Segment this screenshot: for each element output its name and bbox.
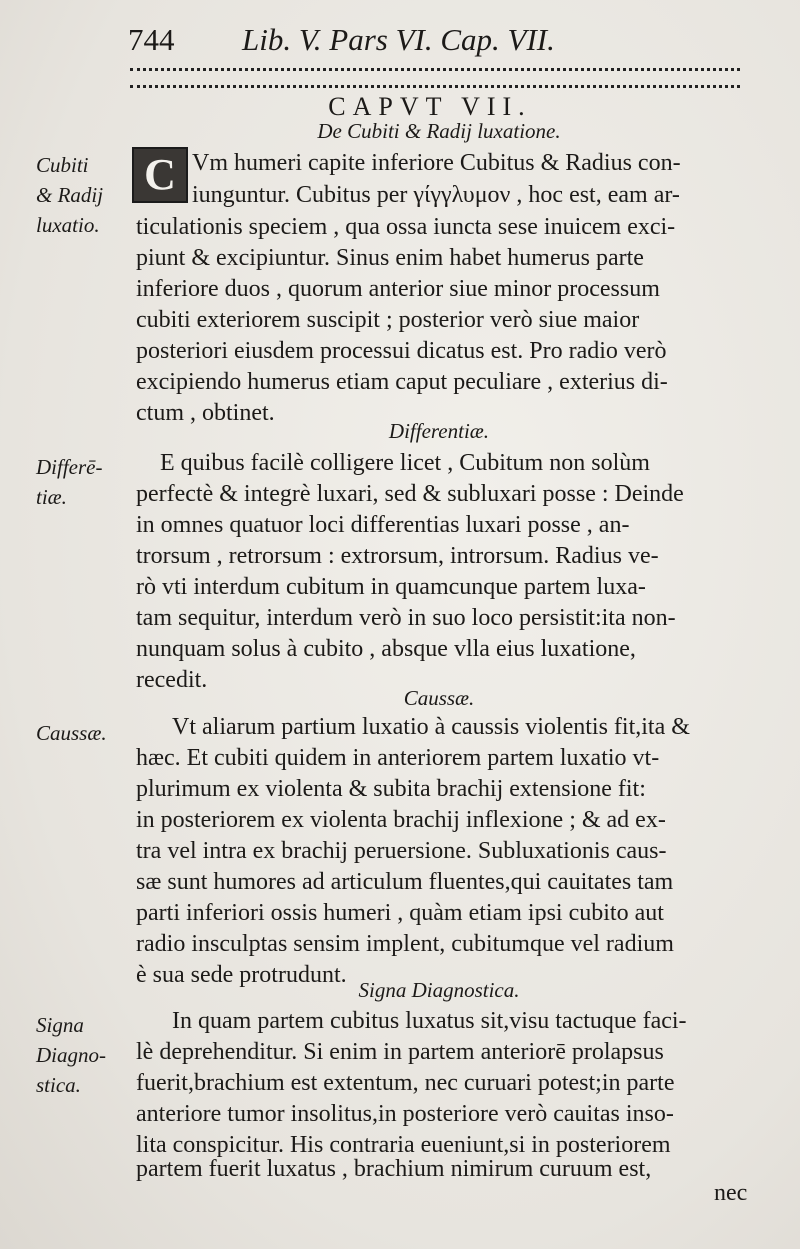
text-line: ticulationis speciem , qua ossa iuncta sese inuicem exci- xyxy=(136,214,676,240)
text-line: posteriori eiusdem processui dicatus est. Pro radio verò xyxy=(136,338,667,364)
margin-line: Differē- xyxy=(36,455,103,479)
page-header xyxy=(128,22,728,62)
text-line: fuerit,brachium est extentum, nec curuari potest;in parte xyxy=(136,1070,675,1096)
text-line: lè deprehenditur. Si enim in partem anteriorē prolapsus xyxy=(136,1039,664,1065)
running-head: Lib. V. Pars VI. Cap. VII. xyxy=(242,22,555,57)
text-line: ctum , obtinet. xyxy=(136,400,275,426)
margin-line: Diagno- xyxy=(36,1043,106,1067)
text-line: In quam partem cubitus luxatus sit,visu tactuque faci- xyxy=(172,1008,687,1034)
section-heading-luxatio: De Cubiti & Radij luxatione. xyxy=(317,119,561,143)
text-line: partem fuerit luxatus , brachium nimirum curuum est, xyxy=(136,1156,652,1182)
margin-line: Cubiti xyxy=(36,153,89,177)
margin-note-luxatio xyxy=(36,150,132,240)
ornamental-rule xyxy=(130,68,740,88)
margin-line: tiæ. xyxy=(36,485,67,509)
margin-line: stica. xyxy=(36,1073,81,1097)
text-line: in omnes quatuor loci differentias luxari posse , an- xyxy=(136,512,630,538)
text-line: cubiti exteriorem suscipit ; posterior verò siue maior xyxy=(136,307,640,333)
margin-note-caussae xyxy=(36,718,132,748)
chapter-title: CAPVT VII. xyxy=(328,92,532,121)
text-line: recedit. xyxy=(136,667,208,693)
text-line: perfectè & integrè luxari, sed & subluxari posse : Deinde xyxy=(136,481,684,507)
text-line: nunquam solus à cubito , absque vlla eius luxatione, xyxy=(136,636,636,662)
text-line: plurimum ex violenta & subita brachij extensione fit: xyxy=(136,776,646,802)
margin-note-signa xyxy=(36,1010,132,1100)
text-line: Vt aliarum partium luxatio à caussis violentis fit,ita & xyxy=(172,714,690,740)
text-line: piunt & excipiuntur. Sinus enim habet humerus parte xyxy=(136,245,644,271)
margin-line: Caussæ. xyxy=(36,721,107,745)
section-heading-signa: Signa Diagnostica. xyxy=(358,978,520,1002)
page-number: 744 xyxy=(128,22,175,57)
margin-line: & Radij xyxy=(36,183,104,207)
text-line: rò vti interdum cubitum in quamcunque partem luxa- xyxy=(136,574,646,600)
text-line: tra vel intra ex brachij peruersione. Subluxationis caus- xyxy=(136,838,667,864)
text-line: parti inferiori ossis humeri , quàm etiam ipsi cubito aut xyxy=(136,900,664,926)
text-line: anteriore tumor insolitus,in posteriore verò cauitas inso- xyxy=(136,1101,674,1127)
text-line: inferiore duos , quorum anterior siue minor processum xyxy=(136,276,660,302)
decorated-initial: C xyxy=(132,147,188,203)
section-heading-caussae: Caussæ. xyxy=(403,686,475,710)
margin-line: Signa xyxy=(36,1013,84,1037)
text-line: trorsum , retrorsum : extrorsum, introrsum. Radius ve- xyxy=(136,543,659,569)
text-line: è sua sede protrudunt. xyxy=(136,962,347,988)
text-line: tam sequitur, interdum verò in suo loco persistit:ita non- xyxy=(136,605,676,631)
margin-note-differentiae xyxy=(36,452,132,512)
text-line: in posteriorem ex violenta brachij inflexione ; & ad ex- xyxy=(136,807,666,833)
text-line: excipiendo humerus etiam caput peculiare , exterius di- xyxy=(136,369,668,395)
text-line: Vm humeri capite inferiore Cubitus & Radius con- xyxy=(192,150,681,176)
catchword: nec xyxy=(714,1180,748,1206)
section-heading-differentiae: Differentiæ. xyxy=(388,419,490,443)
margin-line: luxatio. xyxy=(36,213,100,237)
text-line: sæ sunt humores ad articulum fluentes,qui cauitates tam xyxy=(136,869,674,895)
text-line: E quibus facilè colligere licet , Cubitum non solùm xyxy=(160,450,650,476)
text-line: radio insculptas sensim implent, cubitumque vel radium xyxy=(136,931,674,957)
text-line: lita conspicitur. His contraria eueniunt,si in posteriorem xyxy=(136,1132,671,1158)
text-line: iunguntur. Cubitus per γίγγλυμον , hoc est, eam ar- xyxy=(192,182,680,208)
text-line: hæc. Et cubiti quidem in anteriorem partem luxatio vt- xyxy=(136,745,660,771)
